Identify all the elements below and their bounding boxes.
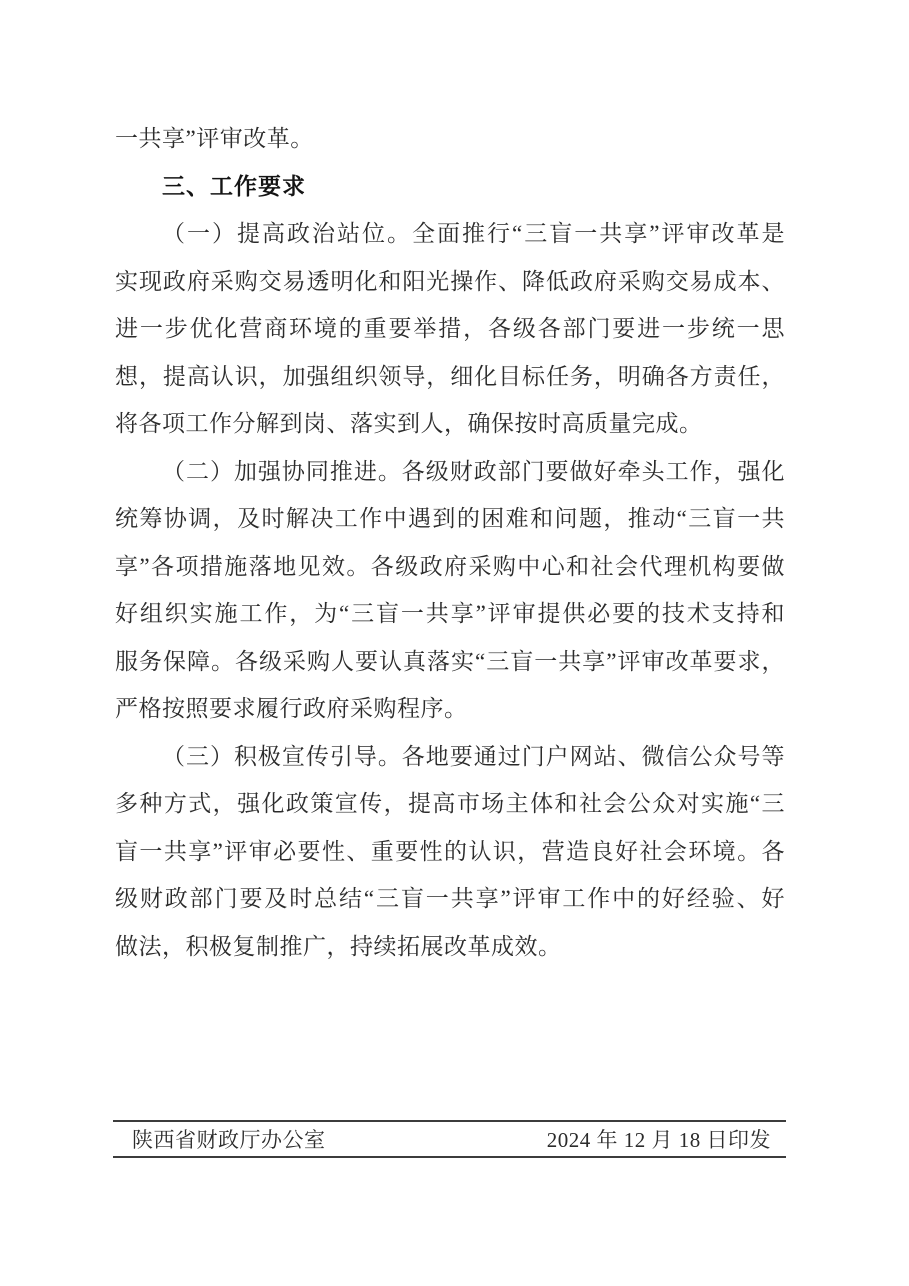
document-text-line: 服务保障。各级采购人要认真落实“三盲一共享”评审改革要求， (115, 648, 785, 674)
document-text-line: 统筹协调，及时解决工作中遇到的困难和问题，推动“三盲一共 (115, 506, 785, 531)
document-text-line: 实现政府采购交易透明化和阳光操作、降低政府采购交易成本、 (115, 268, 785, 294)
document-text-line: （二）加强协同推进。各级财政部门要做好牵头工作，强化 (162, 458, 785, 484)
document-text-line: 一共享”评审改革。 (115, 126, 314, 151)
document-text-line: （三）积极宣传引导。各地要通过门户网站、微信公众号等 (162, 743, 785, 769)
document-text-line: 级财政部门要及时总结“三盲一共享”评审工作中的好经验、好 (115, 886, 785, 911)
document-text-line: 进一步优化营商环境的重要举措，各级各部门要进一步统一思 (115, 316, 785, 341)
footer-print-date: 2024 年 12 月 18 日印发 (546, 1128, 771, 1152)
document-body (115, 115, 785, 970)
document-text-line: 将各项工作分解到岗、落实到人，确保按时高质量完成。 (115, 411, 703, 436)
document-text-line: 享”各项措施落地见效。各级政府采购中心和社会代理机构要做 (115, 553, 785, 579)
document-text-line: 做法，积极复制推广，持续拓展改革成效。 (115, 933, 562, 959)
document-text-line: 三、工作要求 (162, 172, 306, 199)
document-text-line: 想，提高认识，加强组织领导，细化目标任务，明确各方责任， (115, 363, 785, 389)
document-footer (113, 1120, 786, 1158)
document-text-line: （一）提高政治站位。全面推行“三盲一共享”评审改革是 (162, 221, 785, 246)
document-text-line: 盲一共享”评审必要性、重要性的认识，营造良好社会环境。各 (115, 838, 785, 864)
footer-issuer: 陕西省财政厅办公室 (132, 1128, 326, 1152)
document-text-line: 好组织实施工作，为“三盲一共享”评审提供必要的技术支持和 (115, 601, 785, 626)
document-text-line: 多种方式，强化政策宣传，提高市场主体和社会公众对实施“三 (115, 791, 785, 816)
document-text-line: 严格按照要求履行政府采购程序。 (115, 696, 468, 721)
